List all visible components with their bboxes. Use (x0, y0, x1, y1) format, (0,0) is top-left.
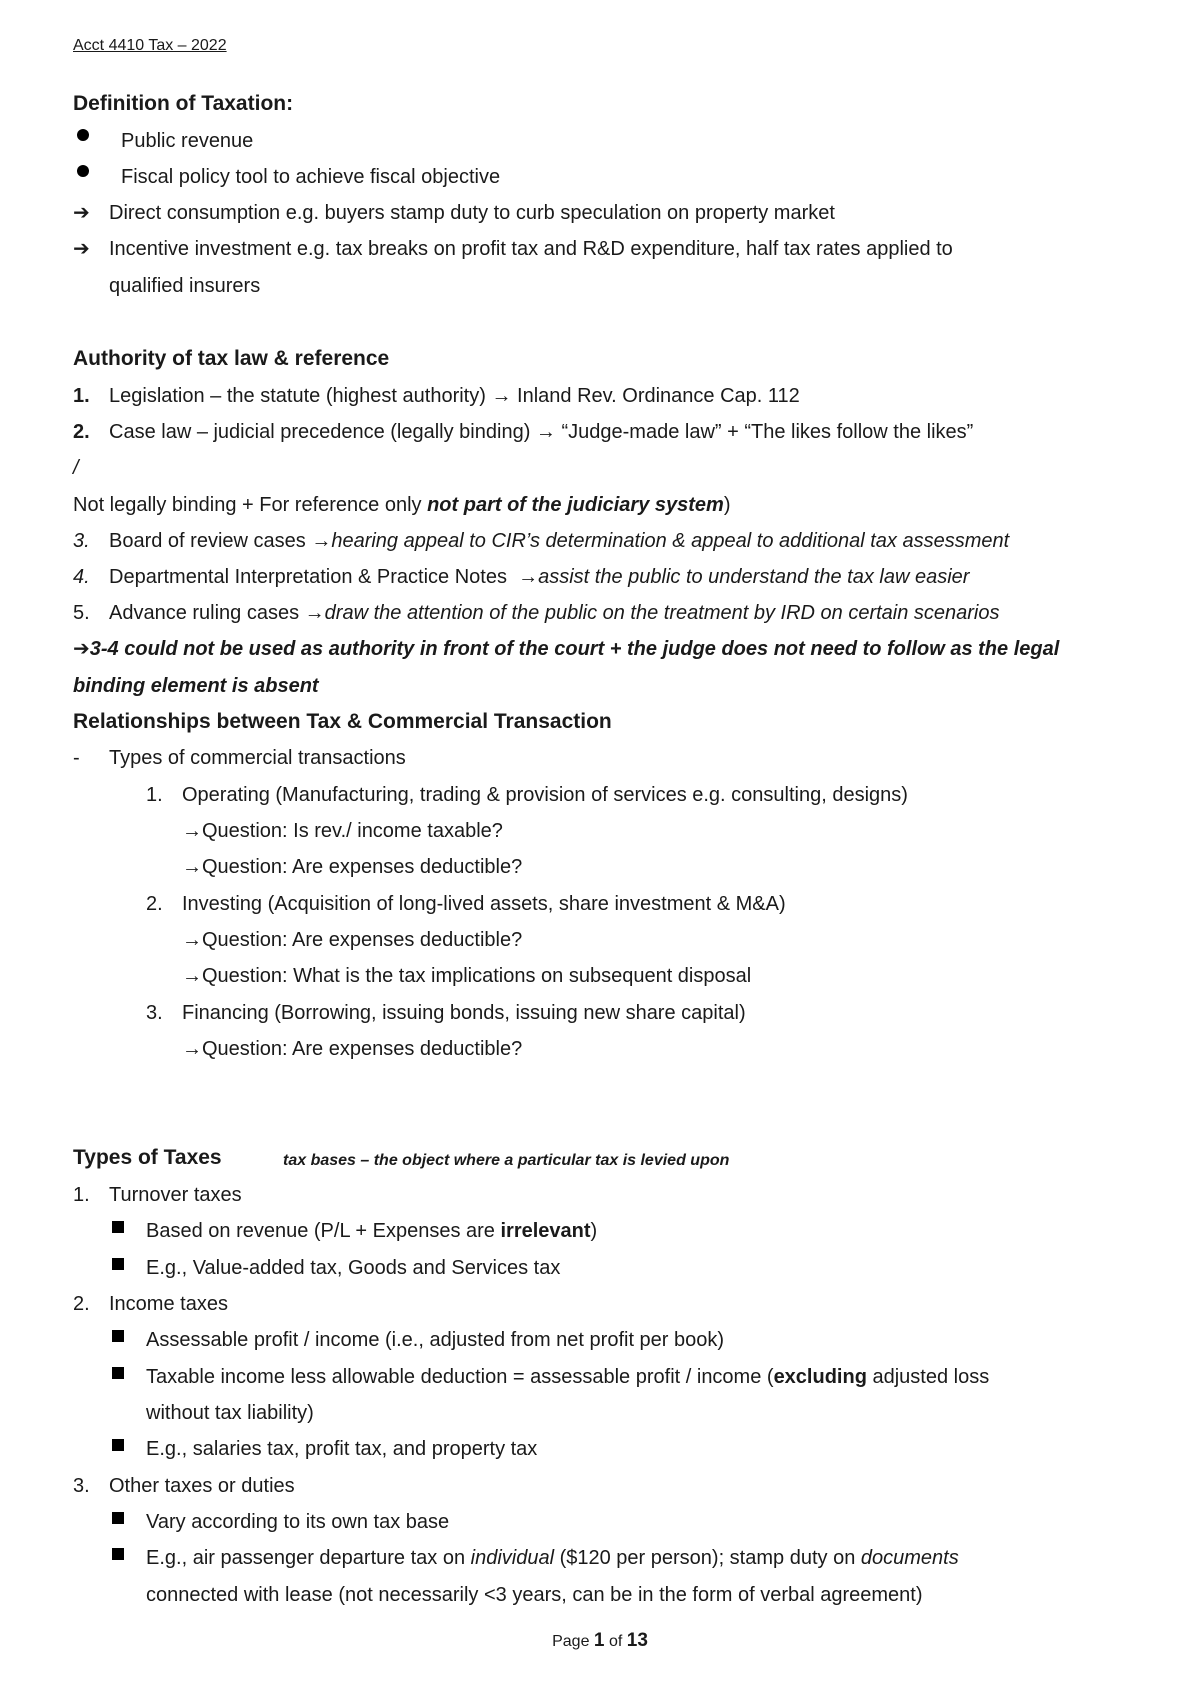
item-text: Based on revenue (P/L + Expenses are (146, 1220, 501, 1242)
square-bullet-icon (112, 1439, 124, 1451)
bullet-icon (77, 165, 89, 177)
list-number: 3. (73, 530, 90, 552)
arrow-icon: ➔ (73, 202, 90, 224)
list-item (109, 384, 800, 408)
list-item: Assessable profit / income (i.e., adjusted from net profit per book) (146, 1329, 725, 1351)
list-item: Operating (Manufacturing, trading & provision of services e.g. consulting, designs) (182, 784, 908, 806)
item-text: Inland Rev. Ordinance Cap. 112 (517, 385, 800, 407)
emphasis-text: individual (470, 1547, 555, 1569)
item-text: Question: Are expenses deductible? (202, 856, 523, 878)
list-item-continuation: without tax liability) (146, 1402, 314, 1424)
list-item: Investing (Acquisition of long-lived assets, share investment & M&A) (182, 893, 786, 915)
footer-label: of (608, 1633, 623, 1650)
footer-label: Page (552, 1633, 590, 1650)
item-text: Question: Are expenses deductible? (202, 1038, 523, 1060)
item-text: Board of review cases (109, 530, 306, 552)
question-item (182, 855, 522, 879)
question-item (182, 1037, 522, 1061)
list-item (146, 1219, 597, 1243)
bullet-icon (77, 129, 89, 141)
list-number: 5. (73, 602, 90, 624)
item-text: Departmental Interpretation & Practice Notes (109, 566, 507, 588)
list-number: 3. (146, 1002, 163, 1024)
types-of-taxes-heading: Types of Taxes (73, 1146, 222, 1169)
arrow-icon: → (182, 820, 202, 842)
square-bullet-icon (112, 1548, 124, 1560)
current-page-number: 1 (593, 1630, 605, 1651)
item-text: ) (723, 494, 731, 516)
list-number: 2. (73, 1293, 90, 1315)
item-text: Question: What is the tax implications on subsequent disposal (202, 965, 752, 987)
list-item: Fiscal policy tool to achieve fiscal objective (121, 166, 501, 188)
note-text: 3-4 could not be used as authority in front of the court + the judge does not need to follow as the legal (89, 638, 1060, 660)
item-text: ) (590, 1220, 598, 1242)
item-text: Legislation – the statute (highest authority) (109, 385, 486, 407)
arrow-icon: → (182, 929, 202, 951)
item-text: Not legally binding + For reference only (73, 494, 422, 516)
note-line (73, 637, 1059, 661)
square-bullet-icon (112, 1258, 124, 1270)
arrow-icon: → (182, 856, 202, 878)
square-bullet-icon (112, 1330, 124, 1342)
list-item (109, 601, 1000, 625)
definition-heading: Definition of Taxation: (73, 92, 294, 115)
authority-heading: Authority of tax law & reference (73, 347, 390, 370)
item-text: adjusted loss (866, 1366, 990, 1388)
page-footer (0, 1630, 1200, 1652)
list-item-continuation: qualified insurers (109, 275, 261, 297)
arrow-icon: → (304, 602, 325, 624)
list-item: Financing (Borrowing, issuing bonds, issuing new share capital) (182, 1002, 746, 1024)
list-item: Incentive investment e.g. tax breaks on profit tax and R&D expenditure, half tax rates applied to (109, 238, 953, 260)
emphasis-text: irrelevant (500, 1220, 591, 1242)
item-text: Question: Is rev./ income taxable? (202, 820, 503, 842)
item-text: hearing appeal to CIR’s determination & appeal to additional tax assessment (331, 530, 1010, 552)
item-text: ($120 per person); stamp duty on (554, 1547, 861, 1569)
emphasis-text: excluding (773, 1366, 867, 1388)
tax-bases-note: tax bases – the object where a particular tax is levied upon (283, 1152, 730, 1169)
item-text: Taxable income less allowable deduction = assessable profit / income ( (146, 1366, 774, 1388)
question-item (182, 819, 503, 843)
arrow-icon: ➔ (73, 238, 90, 260)
list-item: E.g., Value-added tax, Goods and Services tax (146, 1257, 561, 1279)
list-item (109, 420, 973, 444)
list-number: 1. (146, 784, 163, 806)
list-number: 4. (73, 566, 90, 588)
list-item: Direct consumption e.g. buyers stamp duty to curb speculation on property market (109, 202, 835, 224)
item-text: Advance ruling cases (109, 602, 300, 624)
arrow-icon: → (182, 1038, 202, 1060)
list-item (109, 565, 969, 589)
list-item: Turnover taxes (109, 1184, 242, 1206)
square-bullet-icon (112, 1512, 124, 1524)
item-text: Question: Are expenses deductible? (202, 929, 523, 951)
list-item (146, 1546, 959, 1570)
list-number: 2. (146, 893, 163, 915)
item-text: Case law – judicial precedence (legally binding) (109, 421, 531, 443)
arrow-icon: → (535, 421, 556, 443)
list-item-continuation: connected with lease (not necessarily <3 years, can be in the form of verbal agreement) (146, 1584, 923, 1606)
total-page-count: 13 (626, 1630, 648, 1651)
list-number: 3. (73, 1475, 90, 1497)
arrow-icon: → (491, 385, 512, 407)
question-item (182, 928, 522, 952)
item-text: “Judge-made law” + “The likes follow the likes” (561, 421, 974, 443)
list-item (73, 420, 90, 444)
list-item: Other taxes or duties (109, 1475, 295, 1497)
list-number: 1. (73, 1184, 90, 1206)
document-header: Acct 4410 Tax – 2022 (73, 37, 227, 54)
arrow-icon: ➔ (73, 638, 90, 660)
arrow-icon: → (311, 530, 332, 552)
note-line: binding element is absent (73, 675, 319, 697)
item-text: draw the attention of the public on the treatment by IRD on certain scenarios (324, 602, 1000, 624)
list-item: Types of commercial transactions (109, 747, 406, 769)
dash-marker: - (73, 747, 80, 769)
list-number: 2. (73, 421, 90, 443)
not-binding-line (73, 493, 731, 517)
emphasis-text: not part of the judiciary system (427, 494, 724, 516)
item-text: assist the public to understand the tax law easier (538, 566, 970, 588)
emphasis-text: documents (860, 1547, 959, 1569)
list-item (73, 384, 90, 408)
relationships-heading: Relationships between Tax & Commercial Transaction (73, 710, 612, 733)
question-item (182, 964, 751, 988)
list-item: E.g., salaries tax, profit tax, and property tax (146, 1438, 538, 1460)
list-item: Vary according to its own tax base (146, 1511, 450, 1533)
separator-slash: / (73, 457, 79, 479)
list-item: Public revenue (121, 130, 254, 152)
list-item: Income taxes (109, 1293, 228, 1315)
square-bullet-icon (112, 1367, 124, 1379)
arrow-icon: → (512, 566, 539, 588)
list-item (109, 529, 1009, 553)
arrow-icon: → (182, 965, 202, 987)
item-text: E.g., air passenger departure tax on (146, 1547, 471, 1569)
list-item (146, 1365, 989, 1389)
square-bullet-icon (112, 1221, 124, 1233)
list-number: 1. (73, 385, 90, 407)
